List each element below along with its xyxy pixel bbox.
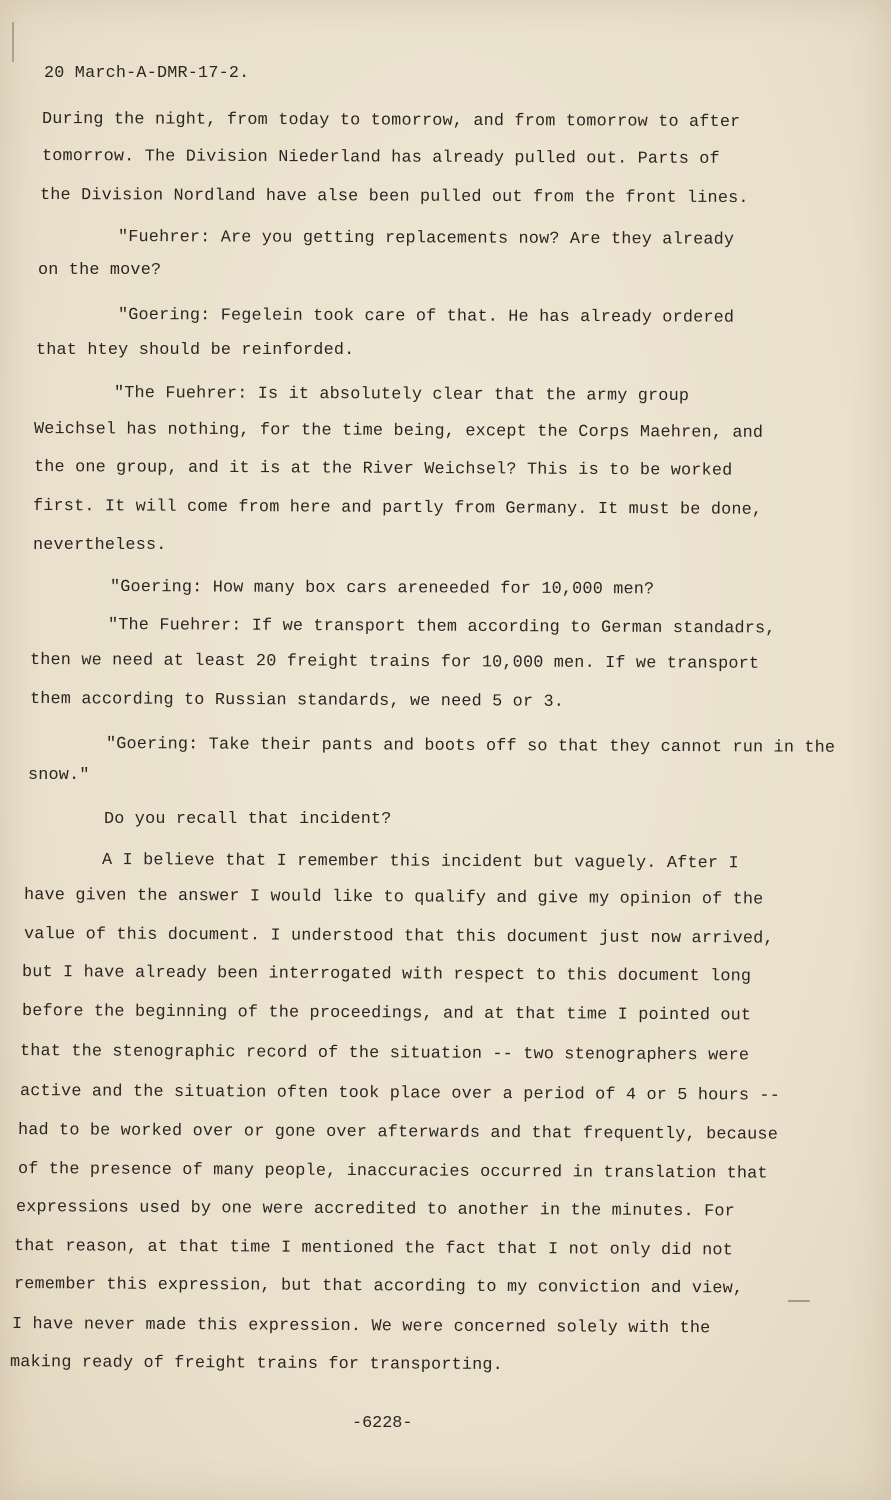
text-line: tomorrow. The Division Niederland has already pulled out. Parts of	[41, 147, 720, 169]
text-line: have given the answer I would like to qualify and give my opinion of the	[23, 886, 764, 910]
text-line: them according to Russian standards, we need 5 or 3.	[29, 690, 565, 712]
text-line: before the beginning of the proceedings, and at that time I pointed out	[21, 1002, 752, 1026]
text-line: that the stenographic record of the situation -- two stenographers were	[19, 1042, 750, 1066]
text-line: value of this document. I understood that this document just now arrived,	[23, 925, 774, 949]
text-line: "The Fuehrer: Is it absolutely clear that the army group	[113, 384, 690, 407]
text-line: "Fuehrer: Are you getting replacements now? Are they already	[117, 228, 735, 250]
text-line: I have never made this expression. We were concerned solely with the	[11, 1315, 711, 1339]
text-line: of the presence of many people, inaccuracies occurred in translation that	[17, 1160, 768, 1184]
page-number: -6228-	[352, 1414, 413, 1433]
text-line: active and the situation often took place over a period of 4 or 5 hours --	[19, 1082, 781, 1106]
text-line: but I have already been interrogated with respect to this document long	[21, 963, 752, 987]
text-line: Do you recall that incident?	[104, 810, 392, 829]
text-line: then we need at least 20 freight trains for 10,000 men. If we transport	[29, 651, 760, 674]
text-line: expressions used by one were accredited to another in the minutes. For	[15, 1198, 735, 1222]
text-line: "Goering: How many box cars areneeded for 10,000 men?	[109, 578, 655, 600]
text-line: snow."	[28, 766, 90, 785]
text-line: "The Fuehrer: If we transport them according to German standadrs,	[107, 616, 776, 639]
text-line: remember this expression, but that according to my conviction and view,	[13, 1275, 744, 1299]
text-line: the Division Nordland have alse been pulled out from the front lines.	[39, 186, 749, 209]
text-line: that reason, at that time I mentioned the fact that I not only did not	[13, 1237, 733, 1261]
text-line: the one group, and it is at the River Weichsel? This is to be worked	[33, 458, 733, 481]
document-reference: 20 March-A-DMR-17-2.	[44, 64, 250, 83]
text-line: During the night, from today to tomorrow, and from tomorrow to after	[41, 110, 741, 133]
text-line: Weichsel has nothing, for the time being, except the Corps Maehren, and	[33, 420, 764, 443]
text-line: nevertheless.	[33, 536, 167, 555]
margin-dash	[788, 1300, 810, 1302]
text-line: that htey should be reinforded.	[36, 341, 355, 360]
text-line: "Goering: Fegelein took care of that. He has already ordered	[117, 306, 735, 328]
text-line: "Goering: Take their pants and boots off so that they cannot run in the	[105, 735, 836, 758]
text-line: making ready of freight trains for transporting.	[9, 1353, 504, 1376]
text-line: on the move?	[38, 261, 162, 280]
text-line: first. It will come from here and partly from Germany. It must be done,	[32, 497, 763, 520]
text-line: had to be worked over or gone over afterwards and that frequently, because	[17, 1121, 779, 1145]
text-line: A I believe that I remember this incident but vaguely. After I	[101, 851, 739, 874]
margin-mark	[12, 22, 14, 62]
